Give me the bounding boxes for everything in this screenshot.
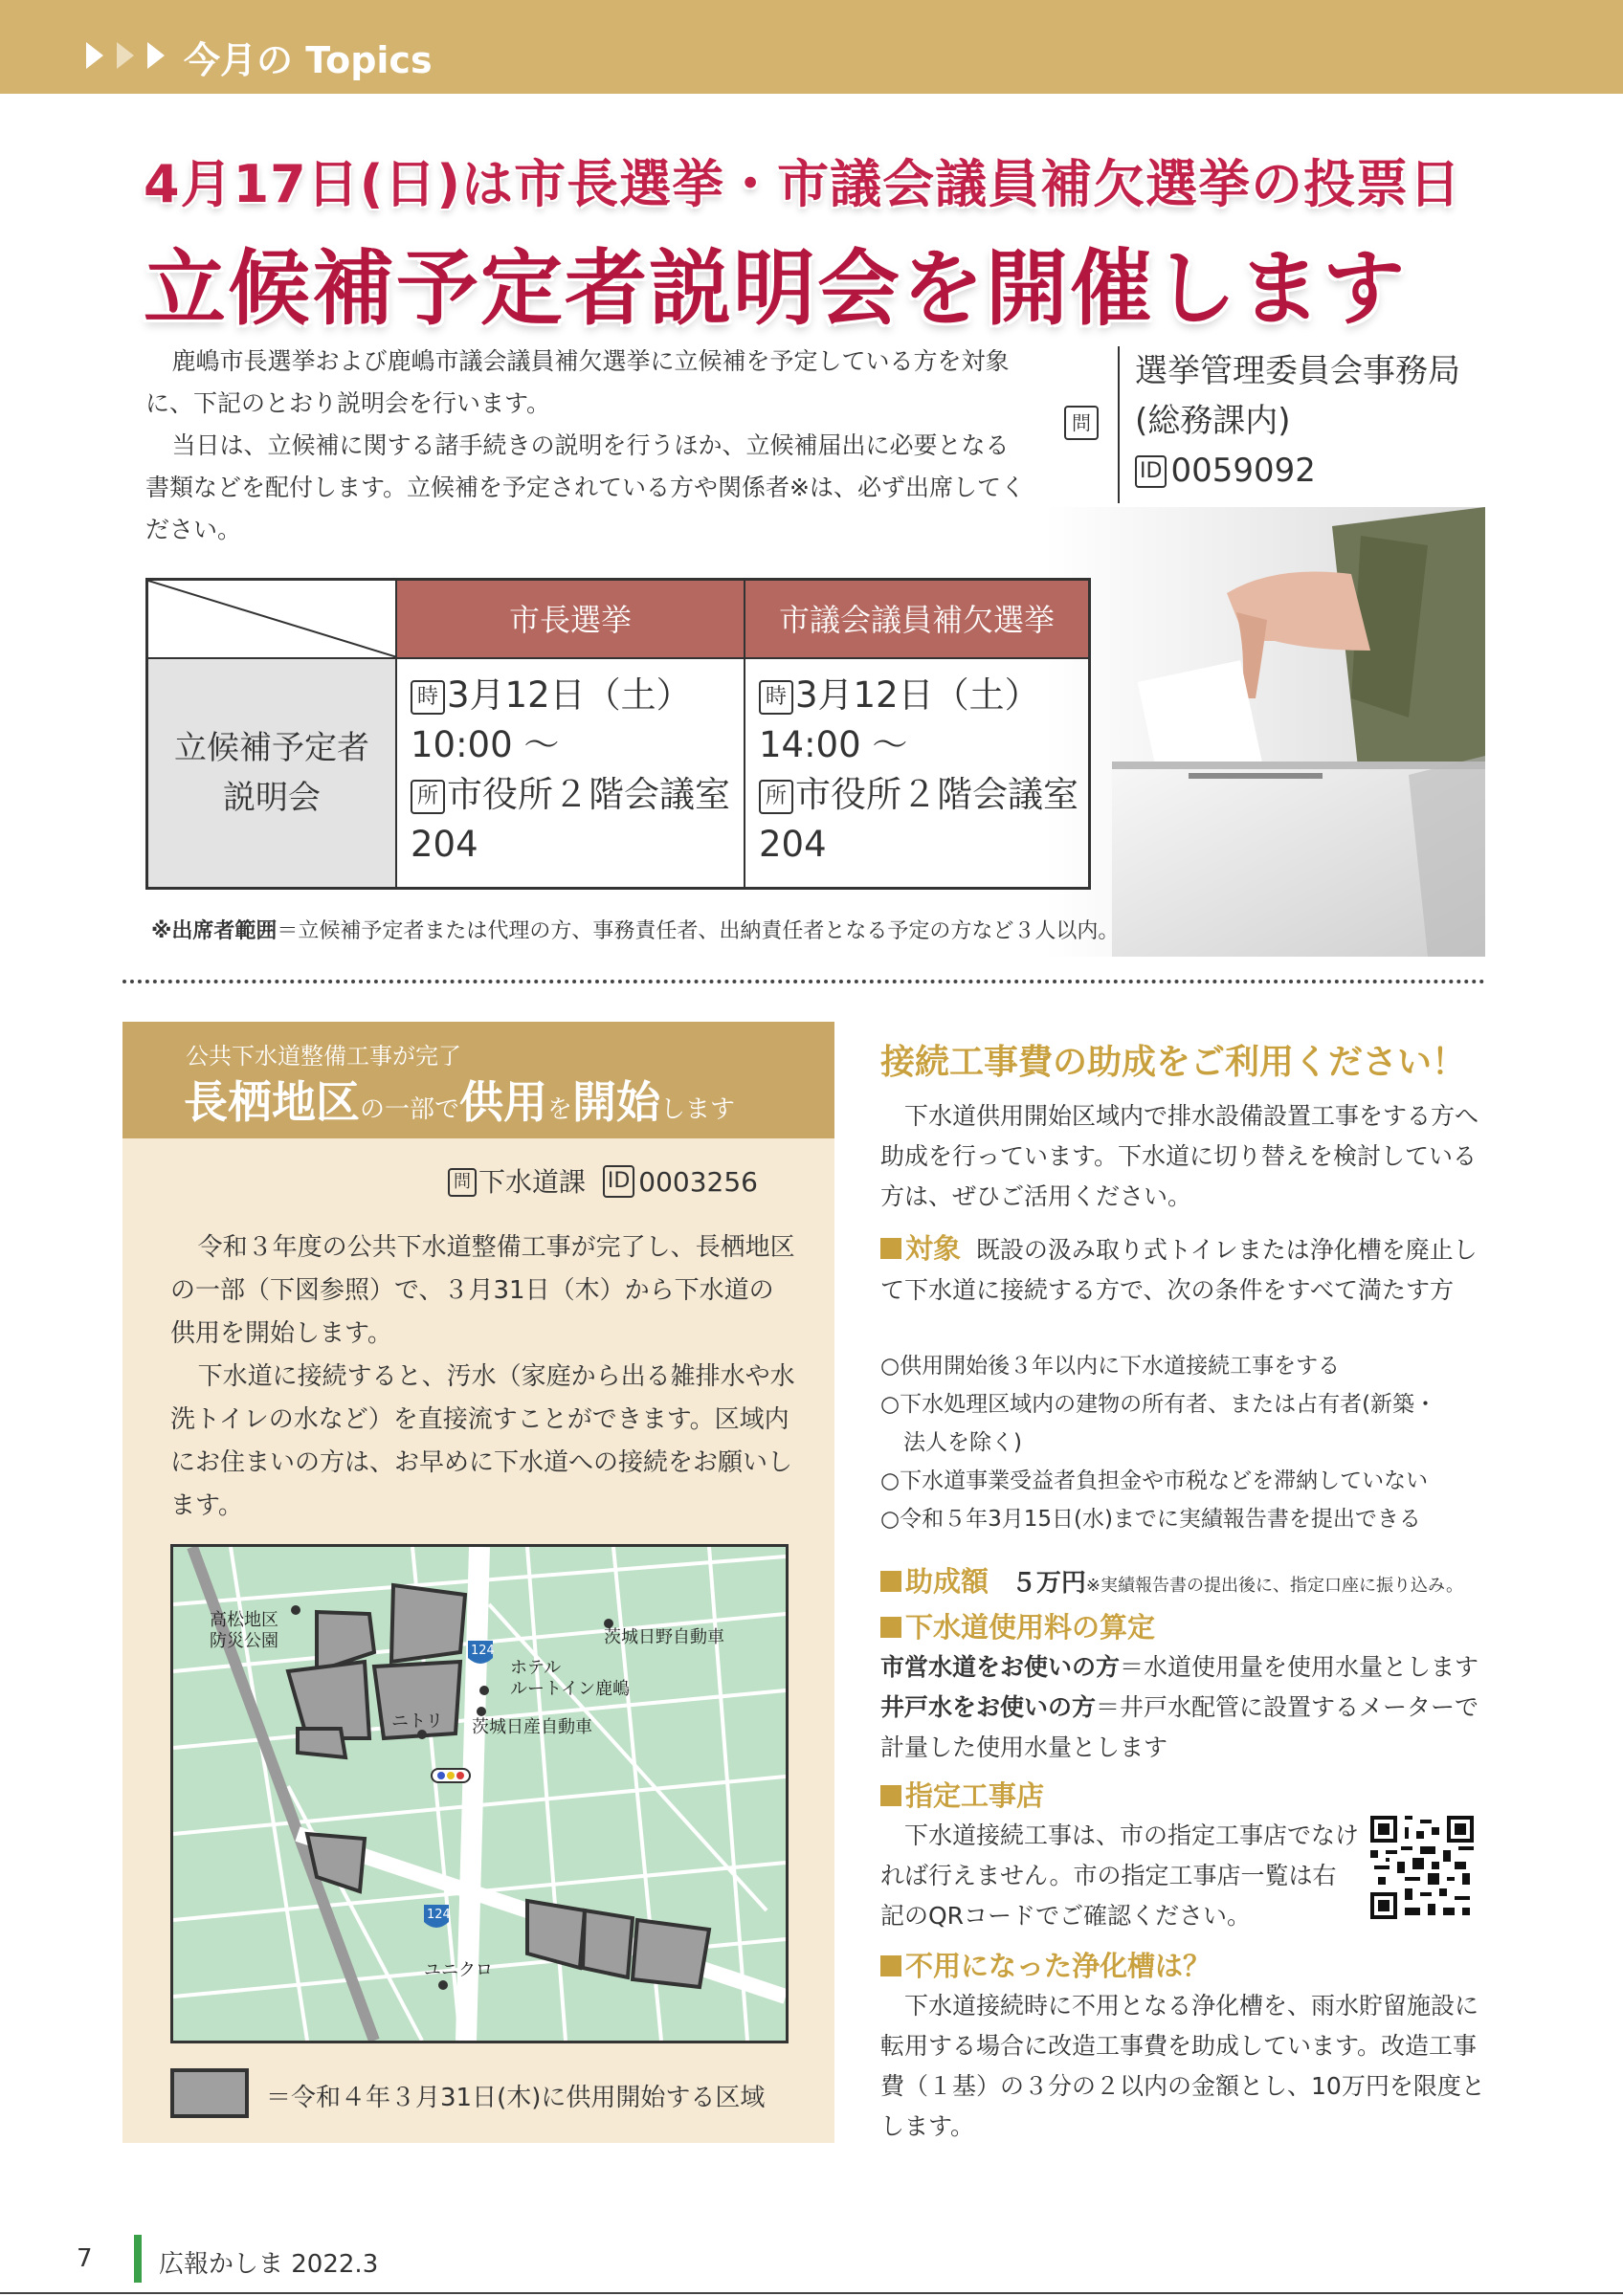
page-title: 立候補予定者説明会を開催します <box>144 241 1407 337</box>
sewer-paragraph: 下水道に接続すると、汚水（家庭から出る雑排水や水洗トイレの水など）を直接流すことができます。区域内にお住まいの方は、お早めに下水道への接続をお願いします。 <box>170 1362 795 1520</box>
condition-item: ○下水道事業受益者負担金や市税などを滞納していない <box>880 1468 1429 1493</box>
amount-value: ５万円 <box>1011 1569 1086 1598</box>
legend-swatch <box>170 2068 249 2118</box>
contact-dept-sub: (総務課内) <box>1135 402 1291 440</box>
election-intro <box>145 341 1026 551</box>
session-place: 市役所２階会議室 <box>795 774 1078 815</box>
election-date-headline: 4月17日(日)は市長選挙・市議会議員補欠選挙の投票日 <box>144 154 1462 214</box>
sewer-subtitle: 公共下水道整備工事が完了 <box>186 1043 461 1070</box>
session-time: 10:00 ～ <box>411 724 560 765</box>
table-cell-mayor <box>397 659 745 887</box>
map-label-uniqlo: ユニクロ <box>424 1960 493 1980</box>
publication-name: 広報かしま 2022.3 <box>159 2250 379 2279</box>
subsidy-intro: 下水道供用開始区域内で排水設備設置工事をする方へ助成を行っています。下水道に切り替えを検討している方は、ぜひご活用ください。 <box>880 1102 1479 1210</box>
sewer-contact <box>448 1161 758 1200</box>
target-text: 既設の汲み取り式トイレまたは浄化槽を廃止して下水道に接続する方で、次の条件をすべて満たす方 <box>880 1236 1478 1304</box>
contact-dept: 選挙管理委員会事務局 <box>1135 352 1460 390</box>
play-triangle-outline-icon <box>117 42 134 69</box>
intro-paragraph: 鹿嶋市長選挙および鹿嶋市議会議員補欠選挙に立候補を予定している方を対象に、下記のとおり説明会を行います。 <box>145 347 1010 417</box>
sewer-panel <box>122 1022 834 2143</box>
map-label-dealer: 茨城日野自動車 <box>604 1627 724 1647</box>
qr-code-icon[interactable] <box>1370 1816 1474 1919</box>
contact-id-number: 0059092 <box>1170 452 1316 490</box>
square-bullet-icon <box>880 1785 901 1806</box>
section-header-band <box>0 0 1623 94</box>
fee-line-text: ＝水道使用量を使用水量とします <box>1120 1653 1479 1681</box>
fee-section <box>880 1607 1493 1768</box>
ballot-box-photo <box>1045 507 1485 957</box>
place-mark-icon: 所 <box>759 780 793 814</box>
condition-item: ○令和５年3月15日(水)までに実績報告書を提出できる <box>880 1507 1421 1532</box>
time-mark-icon: 時 <box>411 680 445 715</box>
map-label-nitori: ニトリ <box>391 1711 443 1732</box>
row-header-line: 立候補予定者 <box>174 729 369 767</box>
session-place: 市役所２階会議室 <box>447 774 730 815</box>
condition-item: ○供用開始後３年以内に下水道接続工事をする <box>880 1354 1341 1379</box>
square-bullet-icon <box>880 1571 901 1592</box>
square-bullet-icon <box>880 1955 901 1976</box>
place-mark-icon: 所 <box>411 780 445 814</box>
sewer-body <box>170 1226 798 1528</box>
fee-line-label: 市営水道をお使いの方 <box>880 1653 1121 1681</box>
sewer-area-map <box>170 1544 789 2043</box>
dotted-divider <box>122 980 1485 983</box>
condition-item: 法人を除く) <box>903 1430 1022 1455</box>
attendee-note-text: ＝立候補予定者または代理の方、事務責任者、出納責任者となる予定の方など３人以内。 <box>277 919 1120 943</box>
sewer-title <box>184 1068 735 1131</box>
target-heading: 対象 <box>880 1232 961 1265</box>
inquiry-mark-icon: 問 <box>1064 406 1099 440</box>
session-date: 3月12日（土） <box>447 674 692 716</box>
session-date: 3月12日（土） <box>795 674 1040 716</box>
contact-divider <box>1118 346 1120 503</box>
title-part: を <box>547 1095 573 1124</box>
map-legend: ＝令和４年３月31日(木)に供用開始する区域 <box>266 2084 766 2112</box>
time-mark-icon: 時 <box>759 680 793 715</box>
page-number: 7 <box>77 2244 93 2273</box>
attendee-note <box>151 915 1119 944</box>
footer-accent-bar <box>134 2235 142 2283</box>
title-part: 開始 <box>572 1076 661 1128</box>
title-part: の一部で <box>360 1095 460 1124</box>
id-mark-icon: ID <box>1135 455 1167 488</box>
title-part: します <box>660 1095 736 1124</box>
tank-section <box>880 1946 1493 2147</box>
map-label-hotel: ホテル ルートイン鹿嶋 <box>510 1658 631 1699</box>
title-part: 供用 <box>459 1076 548 1128</box>
session-time: 14:00 ～ <box>759 724 908 765</box>
tank-heading: 不用になった浄化槽は？ <box>880 1946 1493 1986</box>
shop-text: 下水道接続工事は、市の指定工事店でなければ行えません。市の指定工事店一覧は右記のQRコードでご確認ください。 <box>880 1821 1360 1930</box>
route-124-label: 124 <box>471 1644 495 1658</box>
play-triangle-icon <box>86 42 103 69</box>
schedule-table <box>145 578 1091 890</box>
table-cell-council <box>745 659 1088 887</box>
subsidy-title: 接続工事費の助成をご利用ください！ <box>880 1043 1467 1082</box>
square-bullet-icon <box>880 1238 901 1259</box>
play-triangle-icon <box>147 42 165 69</box>
amount-heading: 助成額 <box>880 1565 989 1598</box>
inquiry-mark-icon: 問 <box>448 1168 477 1197</box>
footer-rule <box>0 2292 1623 2294</box>
route-124-label: 124 <box>427 1908 451 1922</box>
table-header-mayor: 市長選挙 <box>397 581 745 659</box>
fee-line-label: 井戸水をお使いの方 <box>880 1693 1097 1721</box>
tank-text: 下水道接続時に不用となる浄化槽を、雨水貯留施設に転用する場合に改造工事費を助成しています。改造工事費（１基）の３分の２以内の金額とし、10万円を限度とします。 <box>880 1992 1485 2140</box>
fee-heading: 下水道使用料の算定 <box>880 1607 1493 1647</box>
sewer-contact-dept: 下水道課 <box>478 1166 587 1198</box>
shop-heading: 指定工事店 <box>880 1776 1493 1816</box>
title-part: 長栖地区 <box>184 1076 360 1128</box>
amount-note: ※実績報告書の提出後に、指定口座に振り込み。 <box>1085 1576 1464 1596</box>
election-contact <box>1135 346 1460 496</box>
table-row-header <box>148 659 397 887</box>
conditions-list <box>880 1347 1493 1538</box>
table-corner-cell <box>148 581 397 659</box>
fee-line-text: ＝井戸水配管に設置するメーターで計量した使用水量とします <box>880 1693 1479 1761</box>
sewer-id-number: 0003256 <box>638 1166 758 1198</box>
session-room: 204 <box>411 824 478 865</box>
sewer-panel-header <box>122 1022 834 1138</box>
section-label: 今月の Topics <box>184 39 433 81</box>
table-header-council: 市議会議員補欠選挙 <box>745 581 1088 659</box>
map-label-dealer: 茨城日産自動車 <box>472 1717 592 1737</box>
row-header-line: 説明会 <box>223 779 321 817</box>
session-room: 204 <box>759 824 827 865</box>
attendee-note-label: ※出席者範囲 <box>151 919 278 943</box>
amount-section <box>880 1561 1493 1606</box>
condition-item: ○下水処理区域内の建物の所有者、または占有者(新築・ <box>880 1392 1437 1417</box>
map-label-park: 高松地区 防災公園 <box>210 1610 278 1651</box>
square-bullet-icon <box>880 1617 901 1638</box>
id-mark-icon: ID <box>603 1165 634 1198</box>
contact-id <box>1135 446 1460 496</box>
sewer-paragraph: 令和３年度の公共下水道整備工事が完了し、長栖地区の一部（下図参照）で、３月31日（木）から下水道の供用を開始します。 <box>170 1233 795 1348</box>
intro-paragraph: 当日は、立候補に関する諸手続きの説明を行うほか、立候補届出に必要となる書類などを配付します。立候補を予定されている方や関係者※は、必ず出席してください。 <box>145 431 1025 543</box>
target-section <box>880 1228 1493 1311</box>
